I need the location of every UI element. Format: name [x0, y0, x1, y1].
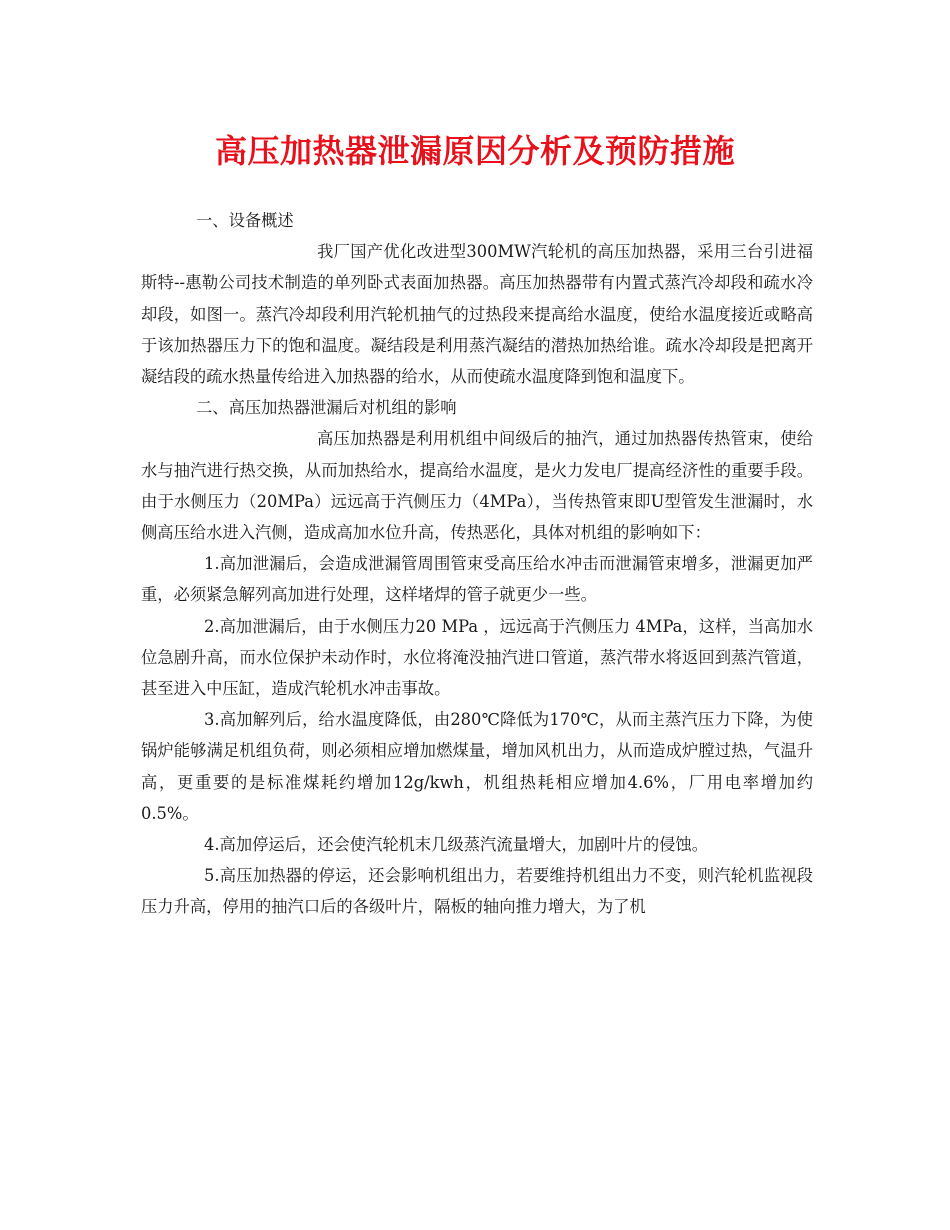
document-body	[141, 205, 813, 923]
list-item: 5.高压加热器的停运，还会影响机组出力，若要维持机组出力不变，则汽轮机监视段压力升高，停用的抽汽口后的各级叶片，隔板的轴向推力增大，为了机	[141, 866, 813, 917]
section-heading-impact: 二、高压加热器泄漏后对机组的影响	[196, 398, 457, 418]
paragraph-impact-intro: 高压加热器是利用机组中间级后的抽汽，通过加热器传热管束，使给水与抽汽进行热交换，从而加热给水，提高给水温度，是火力发电厂提高经济性的重要手段。由于水侧压力（20MPa）远远高于汽侧压力（4MPa），当传热管束即U型管发生泄漏时，水侧高压给水进入汽侧，造成高加水位升高，传热恶化，具体对机组的影响如下：	[141, 429, 813, 543]
list-item: 3.高加解列后，给水温度降低，由280℃降低为170℃，从而主蒸汽压力下降，为使锅炉能够满足机组负荷，则必须相应增加燃煤量，增加风机出力，从而造成炉膛过热，气温升高，更重要的是标准煤耗约增加12g/kwh，机组热耗相应增加4.6%，厂用电率增加约0.5%。	[141, 710, 813, 823]
list-item: 1.高加泄漏后，会造成泄漏管周围管束受高压给水冲击而泄漏管束增多，泄漏更加严重，必须紧急解列高加进行处理，这样堵焊的管子就更少一些。	[141, 554, 813, 605]
list-item: 4.高加停运后，还会使汽轮机末几级蒸汽流量增大，加剧叶片的侵蚀。	[204, 835, 708, 855]
paragraph-overview: 我厂国产优化改进型300MW汽轮机的高压加热器，采用三台引进福斯特--惠勒公司技术制造的单列卧式表面加热器。高压加热器带有内置式蒸汽冷却段和疏水冷却段，如图一。蒸汽冷却段利用汽轮机抽气的过热段来提高给水温度，使给水温度接近或略高于该加热器压力下的饱和温度。凝结段是利用蒸汽凝结的潜热加热给谁。疏水冷却段是把离开凝结段的疏水热量传给进入加热器的给水，从而使疏水温度降到饱和温度下。	[141, 242, 813, 387]
section-heading-overview: 一、设备概述	[196, 211, 294, 230]
list-item: 2.高加泄漏后，由于水侧压力20 MPa ，远远高于汽侧压力 4MPa，这样，当高加水位急剧升高，而水位保护未动作时，水位将淹没抽汽进口管道，蒸汽带水将返回到蒸汽管道，甚至进入中压缸，造成汽轮机水冲击事故。	[141, 616, 813, 699]
document-title: 高压加热器泄漏原因分析及预防措施	[214, 132, 735, 170]
